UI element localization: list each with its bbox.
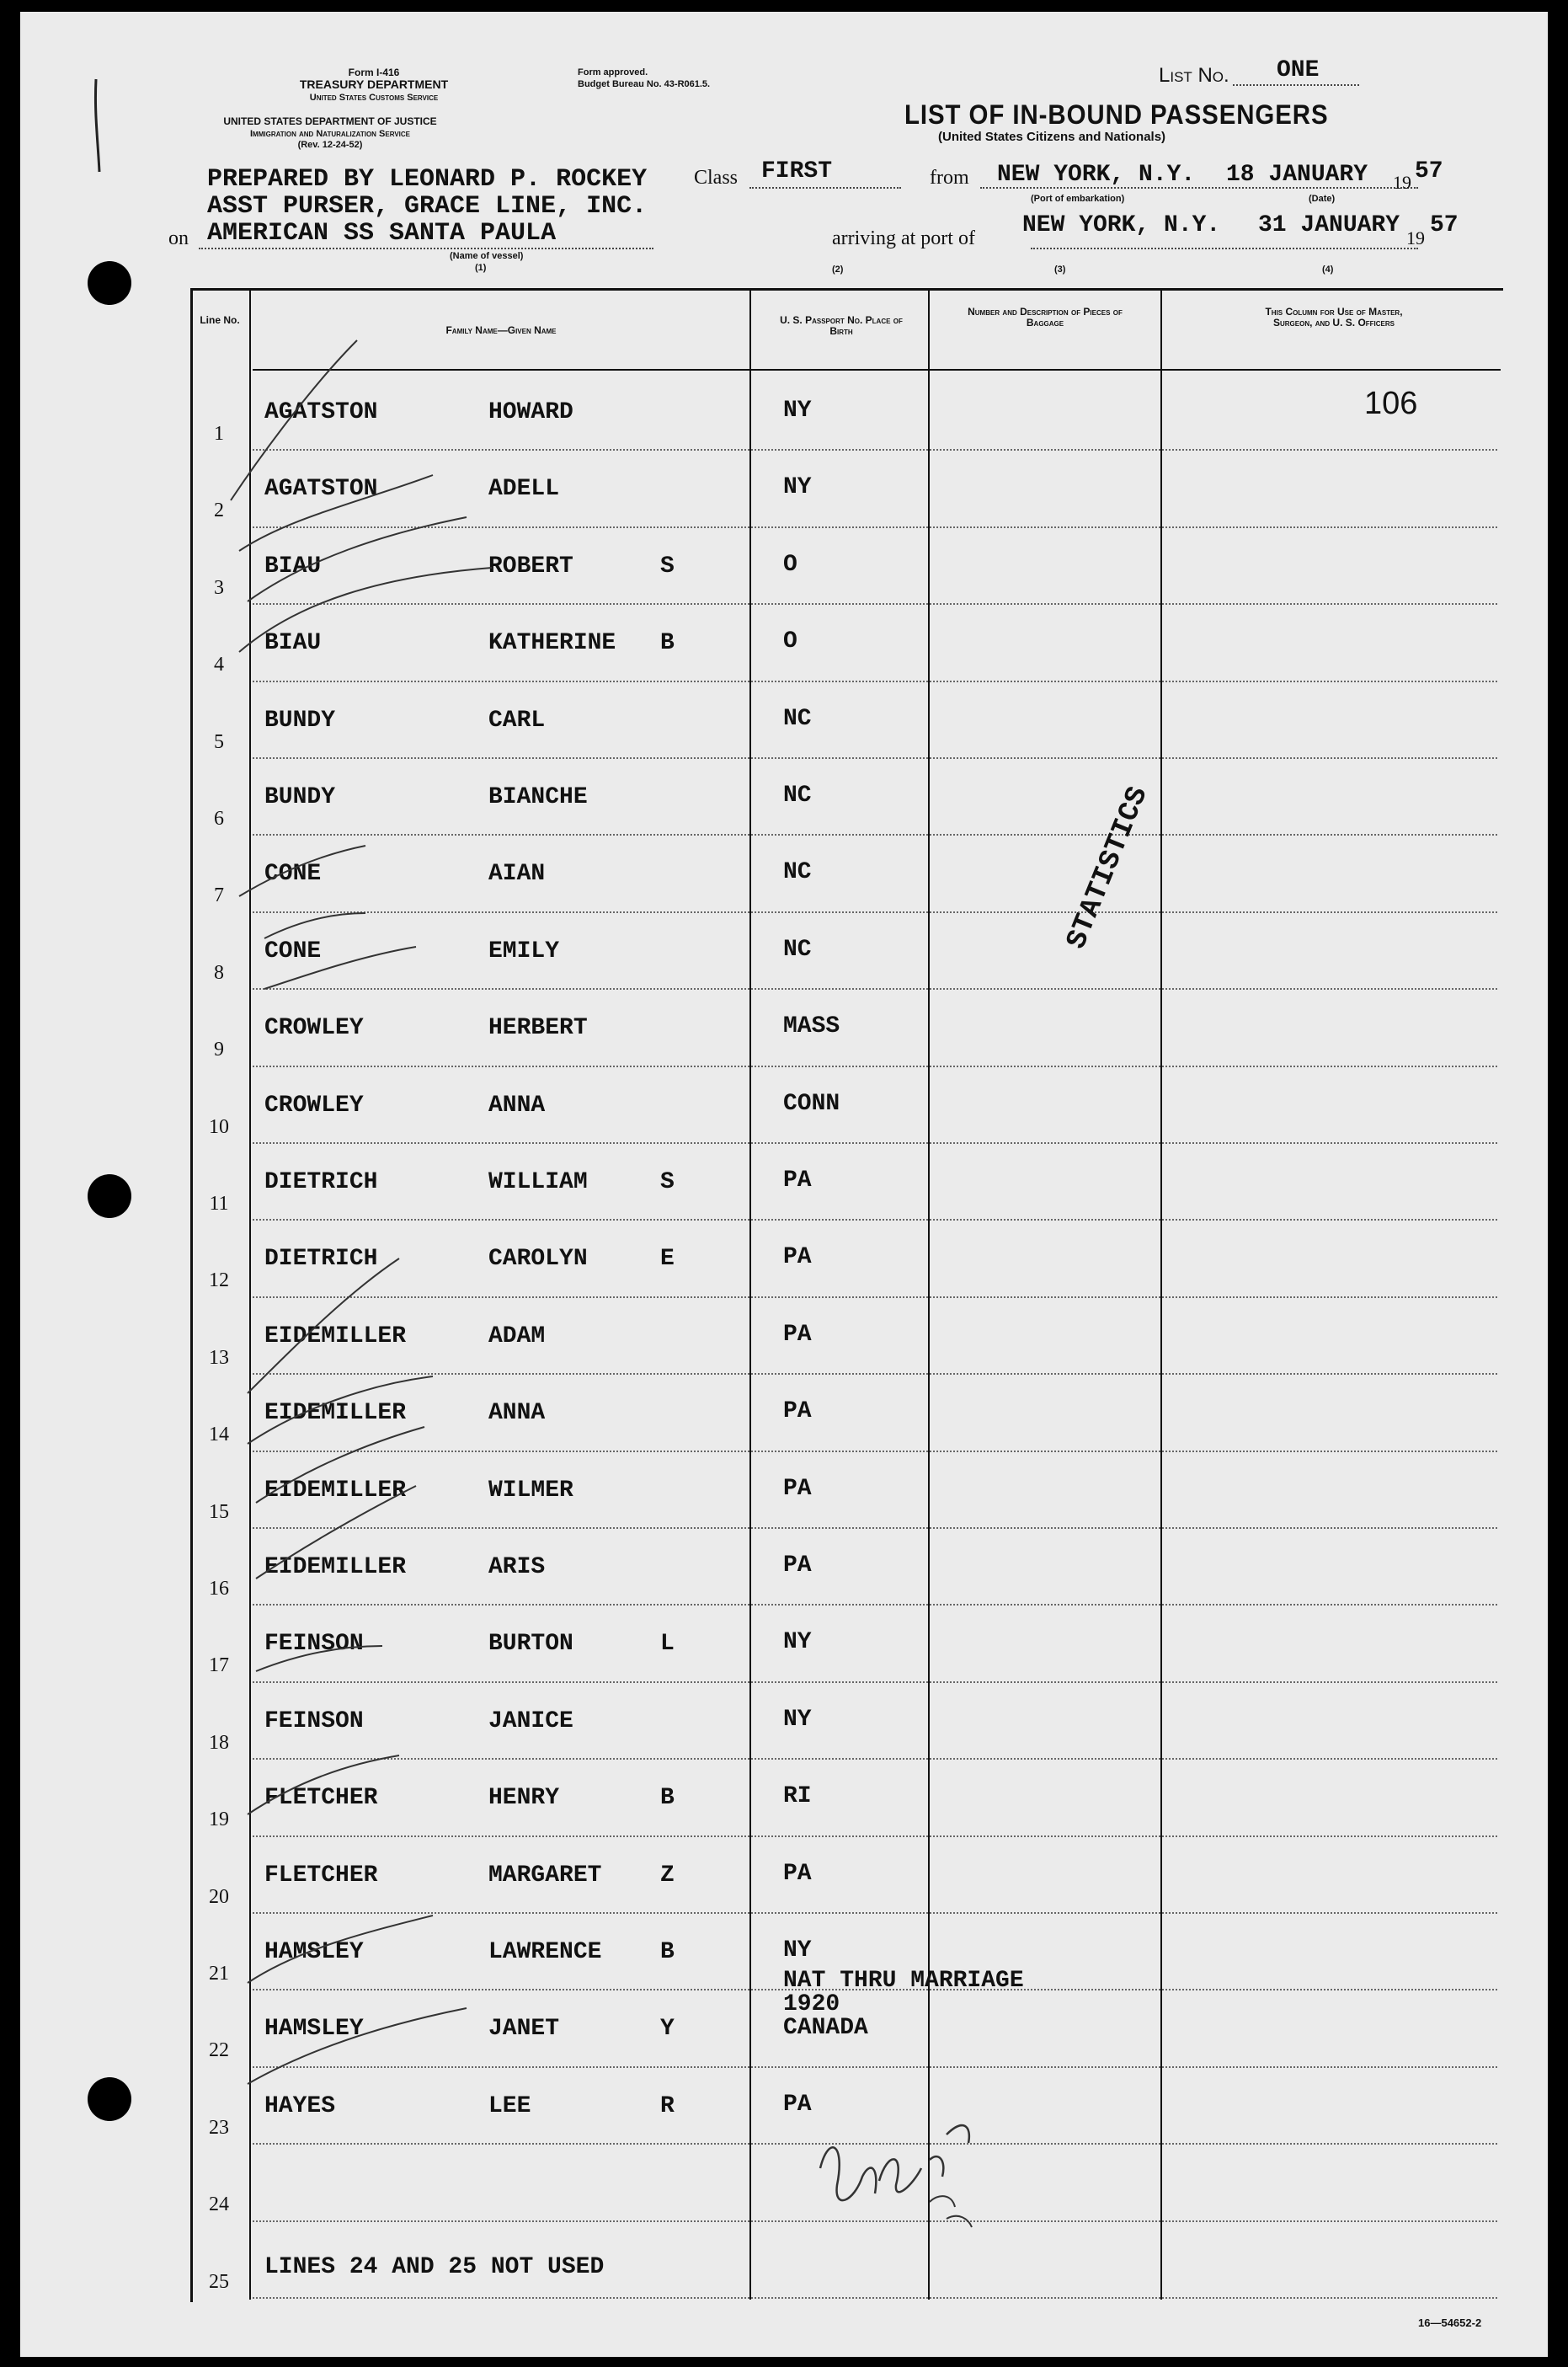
col-divider-3: [928, 290, 930, 2300]
family-name: BIAU: [264, 630, 322, 657]
given-name: WILMER: [488, 1477, 573, 1504]
nat-note-1: NAT THRU MARRIAGE: [783, 1968, 1024, 1994]
col-header-name: Family Name—Given Name: [445, 324, 557, 336]
middle-initial: S: [660, 1169, 675, 1195]
middle-initial: Y: [660, 2016, 675, 2043]
line-number: 7: [214, 884, 224, 907]
given-name: MARGARET: [488, 1862, 602, 1889]
middle-initial: B: [660, 1939, 675, 1965]
immigration-service: Immigration and Naturalization Service: [249, 129, 410, 139]
line-number: 17: [209, 1654, 229, 1677]
given-name: BURTON: [488, 1631, 573, 1658]
line-number: 25: [209, 2270, 229, 2293]
given-name: ANNA: [488, 1092, 546, 1119]
budget-bureau: Budget Bureau No. 43-R061.5.: [578, 79, 711, 89]
customs-service: United States Customs Service: [309, 93, 439, 103]
line-number: 19: [209, 1809, 229, 1831]
place-of-birth: CONN: [783, 1090, 840, 1117]
vessel-caption: (Name of vessel): [450, 251, 524, 261]
line-number: 9: [214, 1039, 224, 1061]
binder-hole-top: [88, 261, 131, 305]
given-name: ADAM: [488, 1322, 546, 1349]
header-rule-2: [753, 369, 931, 371]
place-of-birth: PA: [783, 1167, 812, 1194]
list-no-dots: [1233, 84, 1359, 86]
list-no-value: ONE: [1277, 57, 1320, 83]
middle-initial: B: [660, 630, 675, 657]
check-marks: [214, 332, 551, 2337]
line-number: 11: [209, 1193, 229, 1215]
given-name: JANET: [488, 2016, 560, 2043]
pen-mark: [79, 71, 113, 180]
line-number: 2: [214, 500, 224, 522]
middle-initial: Z: [660, 1862, 675, 1889]
from-date: 18 JANUARY: [1226, 162, 1368, 188]
list-no-label: List No.: [1159, 64, 1229, 87]
given-name: CAROLYN: [488, 1246, 588, 1273]
header-rule-3: [931, 369, 1164, 371]
place-of-birth: PA: [783, 1398, 812, 1425]
given-name: BIANCHE: [488, 784, 588, 810]
line-number: 13: [209, 1346, 229, 1369]
vessel-name: AMERICAN SS SANTA PAULA: [207, 219, 557, 248]
given-name: EMILY: [488, 938, 560, 964]
treasury-dept: TREASURY DEPARTMENT: [299, 77, 449, 91]
col-header-officers: This Column for Use of Master, Surgeon, and U. S. Officers: [1265, 306, 1403, 329]
col-divider-4: [1160, 290, 1162, 2300]
arriving-label: arriving at port of: [832, 227, 975, 249]
family-name: BUNDY: [264, 784, 336, 810]
place-of-birth: NY: [783, 398, 812, 424]
family-name: BIAU: [264, 553, 322, 580]
place-of-birth: O: [783, 628, 797, 655]
col-num-3: (3): [1054, 264, 1066, 275]
line-number: 1: [214, 423, 224, 445]
lines-not-used: LINES 24 AND 25 NOT USED: [264, 2254, 605, 2280]
line-number: 18: [209, 1731, 229, 1754]
line-number: 22: [209, 2039, 229, 2062]
port-caption: (Port of embarkation): [1031, 194, 1125, 204]
family-name: HAMSLEY: [264, 2016, 364, 2043]
col-num-4: (4): [1322, 264, 1334, 275]
middle-initial: E: [660, 1246, 675, 1273]
line-number: 10: [209, 1115, 229, 1138]
place-of-birth: PA: [783, 1475, 812, 1502]
line-number: 16: [209, 1578, 229, 1600]
vessel-col-num: (1): [475, 263, 487, 273]
given-name: ANNA: [488, 1400, 546, 1427]
given-name: CARL: [488, 707, 546, 734]
from-year-prefix: 19: [1393, 172, 1411, 193]
family-name: HAYES: [264, 2092, 336, 2119]
col-header-passport: U. S. Passport No. Place of Birth: [780, 314, 903, 337]
family-name: DIETRICH: [264, 1246, 378, 1273]
family-name: CROWLEY: [264, 1015, 364, 1042]
place-of-birth: PA: [783, 1552, 812, 1579]
place-of-birth: NC: [783, 859, 812, 886]
family-name: FLETCHER: [264, 1785, 378, 1812]
class-dots: [749, 187, 901, 189]
place-of-birth: NC: [783, 783, 812, 809]
place-of-birth: NC: [783, 936, 812, 963]
given-name: HOWARD: [488, 399, 573, 425]
given-name: AIAN: [488, 861, 546, 888]
line-number: 12: [209, 1269, 229, 1292]
col-num-2: (2): [832, 264, 844, 275]
given-name: LAWRENCE: [488, 1939, 602, 1965]
family-name: EIDEMILLER: [264, 1400, 407, 1427]
form-revision: (Rev. 12-24-52): [297, 140, 363, 150]
header-rule-4: [1164, 369, 1501, 371]
given-name: JANICE: [488, 1707, 573, 1734]
footer-code: 16—54652-2: [1418, 2316, 1482, 2329]
line-number: 24: [209, 2193, 229, 2216]
middle-initial: L: [660, 1631, 675, 1658]
given-name: HERBERT: [488, 1015, 588, 1042]
class-label: Class: [694, 167, 739, 189]
line-number: 6: [214, 808, 224, 830]
family-name: AGATSTON: [264, 476, 378, 503]
handwritten-signature: [803, 2101, 1005, 2236]
place-of-birth: NY: [783, 474, 812, 501]
given-name: KATHERINE: [488, 630, 616, 657]
from-port: NEW YORK, N.Y.: [997, 162, 1196, 188]
place-of-birth: NY: [783, 1629, 812, 1656]
date-caption: (Date): [1309, 194, 1336, 204]
given-name: HENRY: [488, 1785, 560, 1812]
place-of-birth: O: [783, 551, 797, 578]
list-subtitle: (United States Citizens and Nationals): [938, 130, 1166, 144]
line-number: 5: [214, 730, 224, 753]
arrival-year-prefix: 19: [1406, 227, 1425, 248]
line-number: 15: [209, 1500, 229, 1523]
given-name: WILLIAM: [488, 1169, 588, 1195]
form-page: [20, 12, 1548, 2357]
family-name: CONE: [264, 861, 322, 888]
from-label: from: [930, 167, 969, 189]
family-name: CROWLEY: [264, 1092, 364, 1119]
middle-initial: B: [660, 1785, 675, 1812]
form-approved: Form approved.: [578, 67, 648, 77]
arrival-dots: [1031, 248, 1418, 249]
place-of-birth: NY: [783, 1706, 812, 1733]
line-number: 8: [214, 961, 224, 984]
prepared-by: PREPARED BY LEONARD P. ROCKEY: [207, 165, 648, 194]
line-number: 14: [209, 1424, 229, 1446]
dept-of-justice: UNITED STATES DEPARTMENT OF JUSTICE: [223, 115, 437, 127]
family-name: EIDEMILLER: [264, 1322, 407, 1349]
list-title: LIST OF IN-BOUND PASSENGERS: [904, 99, 1329, 130]
class-value: FIRST: [761, 158, 833, 184]
arrival-date: 31 JANUARY: [1258, 212, 1400, 238]
place-of-birth: NC: [783, 705, 812, 732]
place-of-birth: RI: [783, 1783, 812, 1810]
place-of-birth: NY: [783, 1937, 812, 1964]
family-name: EIDEMILLER: [264, 1477, 407, 1504]
family-name: FLETCHER: [264, 1862, 378, 1889]
officer-note: 106: [1364, 386, 1418, 421]
place-of-birth: PA: [783, 1244, 812, 1271]
binder-hole-bottom: [88, 2077, 131, 2121]
statistics-stamp: STATISTICS: [1061, 782, 1155, 954]
line-number: 3: [214, 576, 224, 599]
given-name: LEE: [488, 2092, 531, 2119]
family-name: BUNDY: [264, 707, 336, 734]
family-name: FEINSON: [264, 1707, 364, 1734]
form-number: Form I-416: [348, 67, 400, 78]
family-name: FEINSON: [264, 1631, 364, 1658]
family-name: CONE: [264, 938, 322, 964]
place-of-birth: PA: [783, 1860, 812, 1887]
family-name: DIETRICH: [264, 1169, 378, 1195]
middle-initial: S: [660, 553, 675, 580]
place-of-birth: MASS: [783, 1013, 840, 1040]
vessel-dots: [199, 248, 653, 249]
family-name: HAMSLEY: [264, 1939, 364, 1965]
given-name: ADELL: [488, 476, 560, 503]
binder-hole-middle: [88, 1174, 131, 1218]
family-name: AGATSTON: [264, 399, 378, 425]
col-header-line-no: Line No.: [200, 314, 240, 326]
given-name: ARIS: [488, 1554, 546, 1580]
line-number: 20: [209, 1885, 229, 1908]
arrival-port: NEW YORK, N.Y.: [1022, 212, 1221, 238]
col-divider-2: [749, 290, 751, 2300]
col-header-baggage: Number and Description of Pieces of Baggage: [968, 306, 1123, 329]
on-label: on: [168, 227, 189, 249]
line-number: 23: [209, 2116, 229, 2139]
family-name: EIDEMILLER: [264, 1554, 407, 1580]
given-name: ROBERT: [488, 553, 573, 580]
line-number: 4: [214, 654, 224, 676]
line-number: 21: [209, 1963, 229, 1985]
nat-note-3: CANADA: [783, 2015, 868, 2041]
place-of-birth: PA: [783, 2091, 812, 2118]
arrival-year: 57: [1430, 212, 1459, 238]
asst-purser: ASST PURSER, GRACE LINE, INC.: [207, 192, 648, 221]
from-year: 57: [1415, 158, 1443, 184]
nat-note-2: 1920: [783, 1991, 840, 2017]
place-of-birth: PA: [783, 1321, 812, 1348]
middle-initial: R: [660, 2092, 675, 2119]
